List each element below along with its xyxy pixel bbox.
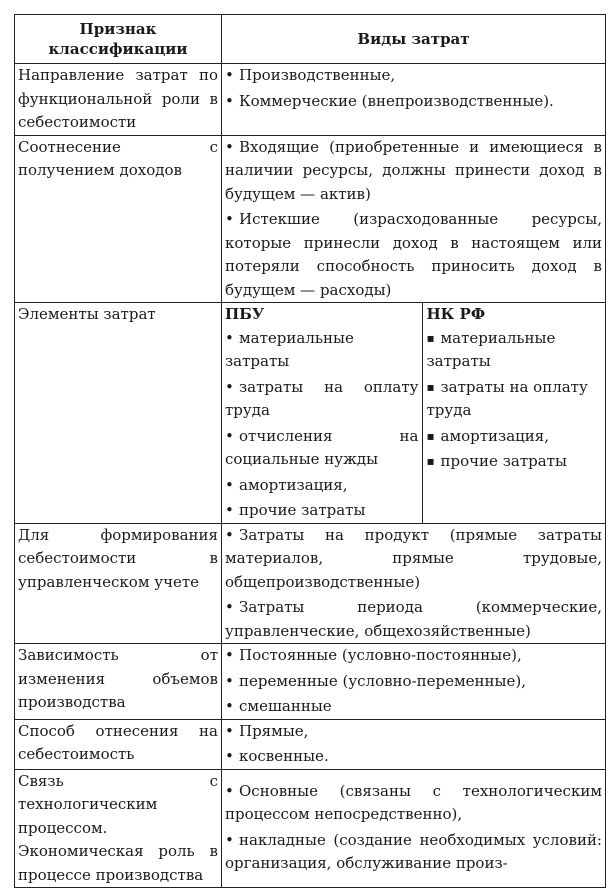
table-row <box>15 523 606 644</box>
criterion-cell: Связь с технологическим процессом. Экономическая роль в процессе производства <box>15 769 222 888</box>
classification-table <box>14 14 606 888</box>
types-cell <box>222 64 606 136</box>
header-cost-types: Виды затрат <box>222 15 606 64</box>
bullet-icon: • <box>225 210 234 228</box>
criterion-cell: Для формирования себестоимости в управленческом учете <box>15 523 222 644</box>
list-item: • Затраты периода (коммерческие, управленческие, общехозяйственные) <box>225 598 602 640</box>
table-row <box>15 719 606 769</box>
bullet-icon: • <box>225 525 234 544</box>
list-item: • накладные (создание необходимых условий: организация, обслуживание произ- <box>225 830 602 872</box>
list-item: • отчисления на социальные нужды <box>225 426 419 468</box>
bullet-icon: • <box>225 697 234 715</box>
pbu-column <box>222 303 422 523</box>
bullet-icon: • <box>225 475 234 494</box>
table-row <box>15 135 606 303</box>
square-bullet-icon: ▪ <box>426 330 435 345</box>
table-row <box>15 769 606 888</box>
list-item: • переменные (условно-переменные), <box>225 670 602 694</box>
list-item: • Входящие (приобретенные и имеющиеся в наличии ресурсы, должны принести доход в будущем — актив) <box>225 137 602 203</box>
criterion-cell: Способ отнесения на себестоимость <box>15 719 222 769</box>
bullet-icon: • <box>225 598 234 616</box>
types-cell <box>222 303 606 524</box>
bullet-icon: • <box>225 66 234 84</box>
nk-column <box>422 303 605 523</box>
bullet-icon: • <box>225 137 234 156</box>
pbu-title: ПБУ <box>225 305 265 323</box>
square-bullet-icon: ▪ <box>426 379 435 394</box>
bullet-icon: • <box>225 426 234 445</box>
list-item: ▪ амортизация, <box>427 425 606 449</box>
table-row <box>15 64 606 136</box>
bullet-icon: • <box>225 646 234 664</box>
bullet-icon: • <box>225 328 234 347</box>
list-item: • Затраты на продукт (прямые затраты материалов, прямые трудовые, общепроизводственные) <box>225 525 602 591</box>
list-item: ▪ материальные затраты <box>426 328 556 370</box>
list-item: • амортизация, <box>225 474 419 498</box>
list-item: • Производственные, <box>225 64 602 88</box>
types-cell <box>222 769 606 888</box>
table-row <box>15 644 606 720</box>
list-item: • затраты на оплату труда <box>225 377 419 419</box>
document-page <box>14 14 605 888</box>
bullet-icon: • <box>225 501 234 519</box>
elements-subtable <box>222 303 605 523</box>
header-criterion: Признак классификации <box>15 15 222 64</box>
list-item: • косвенные. <box>225 745 602 769</box>
types-cell <box>222 523 606 644</box>
criterion-cell: Элементы затрат <box>15 303 222 524</box>
table-row <box>15 303 606 524</box>
list-item: • прочие затраты <box>225 499 419 523</box>
list-item: • смешанные <box>225 695 602 719</box>
nk-title: НК РФ <box>426 305 486 323</box>
bullet-icon: • <box>225 377 234 396</box>
types-cell <box>222 135 606 303</box>
list-item: • Постоянные (условно-постоянные), <box>225 644 602 668</box>
bullet-icon: • <box>225 747 234 765</box>
square-bullet-icon: ▪ <box>426 428 435 443</box>
list-item: • Коммерческие (внепроизводственные). <box>225 90 602 114</box>
table-header-row <box>15 15 606 64</box>
bullet-icon: • <box>225 781 234 800</box>
list-item: ▪ затраты на оплату труда <box>426 377 588 419</box>
square-bullet-icon: ▪ <box>426 454 435 468</box>
bullet-icon: • <box>225 671 234 690</box>
types-cell <box>222 719 606 769</box>
bullet-icon: • <box>225 830 234 849</box>
list-item: • Истекшие (израсходованные ресурсы, которые принесли доход в настоящем или потеряли способность приносить доход в будущем — расходы) <box>225 210 602 299</box>
list-item: • Прямые, <box>225 720 602 744</box>
types-cell <box>222 644 606 720</box>
criterion-cell: Зависимость от изменения объемов производства <box>15 644 222 720</box>
list-item: ▪ прочие затраты <box>427 450 606 474</box>
list-item: • материальные затраты <box>225 328 354 370</box>
criterion-cell: Соотнесение с получением доходов <box>15 135 222 303</box>
criterion-cell: Направление затрат по функциональной роли в себестоимости <box>15 64 222 136</box>
list-item: • Основные (связаны с технологическим процессом непосредственно), <box>225 781 602 823</box>
bullet-icon: • <box>225 91 234 110</box>
bullet-icon: • <box>225 721 234 740</box>
